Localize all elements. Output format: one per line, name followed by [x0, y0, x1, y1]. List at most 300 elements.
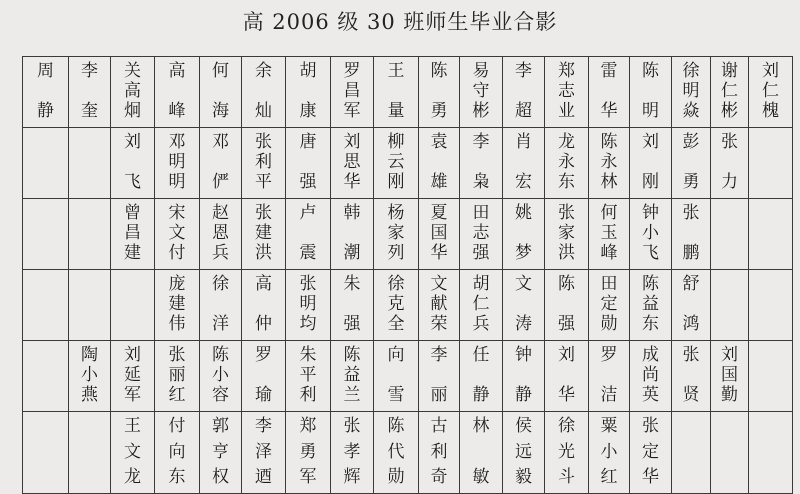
name-character: 代: [387, 441, 405, 462]
name-character: 利: [430, 441, 448, 462]
roster-cell: [545, 412, 589, 494]
student-name: [749, 128, 792, 198]
student-name: [672, 341, 710, 411]
roster-cell: [155, 412, 200, 494]
roster-cell: [460, 341, 503, 412]
student-name: [589, 128, 629, 198]
name-character: 光: [558, 441, 575, 462]
name-character: 献: [430, 294, 448, 314]
name-character: 张: [168, 345, 186, 365]
roster-cell: [503, 128, 545, 199]
name-character: 孝: [343, 441, 361, 462]
name-character: 华: [343, 172, 361, 192]
roster-cell: [672, 128, 711, 199]
student-name: [672, 57, 710, 127]
roster-cell: [749, 57, 793, 128]
name-character: 敏: [472, 467, 490, 487]
student-name: [286, 128, 330, 198]
name-character: 建: [168, 294, 186, 314]
name-character: 刚: [642, 172, 659, 192]
roster-cell: [711, 270, 749, 341]
name-character: 陈: [642, 61, 659, 81]
student-name: [419, 270, 459, 340]
roster-cell: [374, 128, 419, 199]
name-character: 彬: [721, 101, 738, 121]
student-name: [630, 412, 671, 493]
name-character: 向: [168, 441, 186, 462]
student-name: [111, 128, 154, 198]
name-character: 刘: [721, 345, 738, 365]
student-name: [711, 341, 748, 411]
name-character: 军: [299, 467, 317, 487]
name-character: 袁: [430, 132, 448, 152]
name-character: 古: [430, 416, 448, 436]
name-character: 贤: [682, 385, 700, 405]
roster-cell: [672, 199, 711, 270]
roster-cell: [374, 412, 419, 494]
student-name: [155, 128, 199, 198]
roster-cell: [460, 57, 503, 128]
name-character: 徐: [212, 274, 229, 294]
name-character: 东: [642, 314, 659, 334]
roster-row: [23, 270, 793, 341]
roster-cell: [331, 128, 374, 199]
name-character: 军: [343, 101, 361, 121]
student-name: [200, 412, 241, 493]
name-character: 郑: [299, 416, 317, 436]
student-name: [374, 199, 418, 269]
roster-cell: [200, 270, 242, 341]
name-character: 焱: [682, 101, 700, 121]
name-character: 远: [515, 441, 532, 462]
name-character: 华: [430, 243, 448, 263]
roster-cell: [419, 57, 460, 128]
name-character: 震: [299, 243, 317, 263]
roster-cell: [419, 341, 460, 412]
name-character: 静: [37, 101, 54, 121]
name-character: 张: [558, 203, 575, 223]
name-character: 小: [642, 223, 659, 243]
name-character: 泽: [255, 441, 272, 462]
name-character: 刘: [762, 61, 779, 81]
student-name: [111, 341, 154, 411]
name-character: 刘: [124, 132, 141, 152]
student-name: [503, 128, 544, 198]
name-character: 周: [37, 61, 54, 81]
roster-cell: [503, 199, 545, 270]
roster-cell: [374, 199, 419, 270]
student-name: [503, 270, 544, 340]
roster-cell: [155, 57, 200, 128]
roster-cell: [749, 270, 793, 341]
roster-cell: [545, 128, 589, 199]
name-character: 柳: [387, 132, 405, 152]
student-name: [374, 270, 418, 340]
student-name: [545, 270, 588, 340]
name-character: 明: [642, 101, 659, 121]
student-name: [460, 341, 502, 411]
roster-cell: [69, 128, 111, 199]
name-character: 潮: [343, 243, 361, 263]
name-character: 飞: [124, 172, 141, 192]
roster-cell: [545, 199, 589, 270]
roster-cell: [111, 270, 155, 341]
student-name: [460, 270, 502, 340]
roster-cell: [200, 341, 242, 412]
name-character: 雷: [600, 61, 618, 81]
name-character: 利: [299, 385, 317, 405]
student-name: [111, 412, 154, 493]
roster-cell: [286, 270, 331, 341]
name-character: 宏: [515, 172, 532, 192]
name-character: 姚: [515, 203, 532, 223]
name-character: 平: [255, 172, 272, 192]
roster-cell: [242, 412, 286, 494]
name-character: 仁: [721, 81, 738, 101]
student-name: [545, 128, 588, 198]
roster-cell: [200, 128, 242, 199]
name-character: 钟: [642, 203, 659, 223]
roster-cell: [374, 57, 419, 128]
name-character: 朱: [299, 345, 317, 365]
student-name: [155, 57, 199, 127]
name-character: 文: [515, 274, 532, 294]
name-character: 陈: [558, 274, 575, 294]
name-character: 守: [472, 81, 490, 101]
name-character: 亨: [212, 441, 229, 462]
roster-cell: [503, 341, 545, 412]
student-name: [589, 412, 629, 493]
name-character: 宋: [168, 203, 186, 223]
name-character: 强: [343, 314, 361, 334]
roster-cell: [589, 341, 630, 412]
roster-cell: [589, 270, 630, 341]
name-character: 军: [124, 385, 141, 405]
roster-cell: [630, 128, 672, 199]
name-character: 龙: [124, 467, 141, 487]
roster-cell: [460, 412, 503, 494]
roster-cell: [286, 199, 331, 270]
name-character: 关: [124, 61, 141, 81]
name-character: 业: [558, 101, 575, 121]
roster-cell: [749, 199, 793, 270]
name-character: 小: [212, 365, 229, 385]
name-character: 洁: [600, 385, 618, 405]
student-name: [286, 199, 330, 269]
roster-cell: [630, 412, 672, 494]
name-character: 仲: [255, 314, 272, 334]
student-name: [460, 57, 502, 127]
page-title: 高 2006 级 30 班师生毕业合影: [242, 10, 558, 34]
name-character: 杨: [387, 203, 405, 223]
name-character: 李: [430, 345, 448, 365]
roster-cell: [200, 412, 242, 494]
roster-cell: [242, 128, 286, 199]
name-character: 陈: [343, 345, 361, 365]
name-character: 明: [168, 152, 186, 172]
student-name: [155, 270, 199, 340]
student-name: [545, 199, 588, 269]
roster-cell: [111, 199, 155, 270]
roster-cell: [374, 270, 419, 341]
name-character: 陈: [212, 345, 229, 365]
name-character: 张: [299, 274, 317, 294]
student-name: [242, 412, 285, 493]
student-name: [69, 341, 110, 411]
name-character: 灿: [255, 101, 272, 121]
roster-cell: [630, 341, 672, 412]
name-character: 张: [255, 203, 272, 223]
name-character: 张: [642, 416, 659, 436]
student-name: [111, 199, 154, 269]
roster-row: [23, 341, 793, 412]
student-name: [23, 341, 68, 411]
student-name: [286, 57, 330, 127]
name-character: 国: [430, 223, 448, 243]
name-character: 梦: [515, 243, 532, 263]
student-name: [419, 57, 459, 127]
name-character: 飞: [642, 243, 659, 263]
roster-cell: [419, 128, 460, 199]
name-character: 志: [558, 81, 575, 101]
student-name: [23, 57, 68, 127]
name-character: 高: [255, 274, 272, 294]
roster-cell: [419, 270, 460, 341]
student-name: [242, 199, 285, 269]
student-name: [749, 270, 792, 340]
roster-cell: [711, 412, 749, 494]
name-character: 彭: [682, 132, 700, 152]
name-character: 定: [642, 441, 659, 462]
name-character: 洋: [212, 314, 229, 334]
name-character: 陈: [600, 132, 618, 152]
name-character: 李: [255, 416, 272, 436]
student-name: [419, 199, 459, 269]
roster-row: [23, 57, 793, 128]
roster-cell: [419, 412, 460, 494]
name-character: 康: [299, 101, 317, 121]
roster-cell: [331, 57, 374, 128]
roster-cell: [69, 57, 111, 128]
name-character: 鸿: [682, 314, 700, 334]
student-name: [589, 57, 629, 127]
name-character: 峰: [600, 243, 618, 263]
name-character: 明: [682, 81, 700, 101]
roster-cell: [672, 341, 711, 412]
name-character: 奎: [81, 101, 98, 121]
student-name: [69, 412, 110, 493]
roster-cell: [749, 412, 793, 494]
student-name: [630, 341, 671, 411]
roster-cell: [111, 57, 155, 128]
roster-cell: [672, 57, 711, 128]
name-character: 唐: [299, 132, 317, 152]
name-character: 静: [515, 385, 532, 405]
name-character: 强: [299, 172, 317, 192]
name-character: 列: [387, 243, 405, 263]
student-name: [749, 199, 792, 269]
name-character: 刘: [558, 345, 575, 365]
name-character: 文: [168, 223, 186, 243]
name-character: 兵: [472, 314, 490, 334]
name-character: 全: [387, 314, 405, 334]
name-character: 涛: [515, 314, 532, 334]
student-name: [545, 57, 588, 127]
student-name: [672, 199, 710, 269]
roster-cell: [200, 199, 242, 270]
student-name: [286, 270, 330, 340]
roster-cell: [545, 341, 589, 412]
name-character: 舒: [682, 274, 700, 294]
name-character: 陶: [81, 345, 98, 365]
name-character: 彬: [472, 101, 490, 121]
roster-cell: [331, 199, 374, 270]
roster-cell: [69, 341, 111, 412]
name-character: 明: [168, 172, 186, 192]
student-name: [711, 199, 748, 269]
student-name: [749, 412, 792, 493]
roster-cell: [111, 341, 155, 412]
name-character: 兰: [343, 385, 361, 405]
roster-cell: [69, 270, 111, 341]
roster-cell: [503, 57, 545, 128]
name-character: 郑: [558, 61, 575, 81]
name-character: 国: [721, 365, 738, 385]
student-name: [711, 412, 748, 493]
roster-cell: [460, 270, 503, 341]
student-name: [503, 57, 544, 127]
roster-cell: [155, 199, 200, 270]
roster-cell: [503, 412, 545, 494]
name-character: 奇: [430, 467, 448, 487]
student-name: [331, 341, 373, 411]
name-character: 克: [387, 294, 405, 314]
name-character: 钟: [515, 345, 532, 365]
name-character: 枭: [472, 172, 490, 192]
roster-cell: [589, 199, 630, 270]
name-character: 刘: [343, 132, 361, 152]
roster-cell: [589, 412, 630, 494]
student-name: [630, 57, 671, 127]
roster-cell: [749, 128, 793, 199]
name-character: 侯: [515, 416, 532, 436]
name-character: 任: [472, 345, 490, 365]
roster-cell: [460, 199, 503, 270]
name-character: 仁: [762, 81, 779, 101]
name-character: 炯: [124, 101, 141, 121]
student-name: [200, 199, 241, 269]
name-character: 丽: [168, 365, 186, 385]
name-character: 罗: [600, 345, 618, 365]
student-name: [200, 270, 241, 340]
name-character: 超: [515, 101, 532, 121]
student-name: [419, 341, 459, 411]
name-character: 红: [168, 385, 186, 405]
name-character: 永: [558, 152, 575, 172]
roster-cell: [23, 199, 69, 270]
roster-cell: [69, 199, 111, 270]
name-character: 徐: [682, 61, 700, 81]
name-character: 华: [642, 467, 659, 487]
student-name: [331, 412, 373, 493]
name-character: 罗: [343, 61, 361, 81]
student-name: [419, 412, 459, 493]
roster-cell: [155, 128, 200, 199]
roster-cell: [23, 57, 69, 128]
name-character: 李: [472, 132, 490, 152]
name-character: 王: [387, 61, 405, 81]
name-character: 丽: [430, 385, 448, 405]
name-character: 强: [472, 243, 490, 263]
name-character: 韩: [343, 203, 361, 223]
student-name: [111, 57, 154, 127]
student-name: [155, 199, 199, 269]
student-name: [242, 57, 285, 127]
name-character: 粟: [600, 416, 618, 436]
name-character: 鹏: [682, 243, 700, 263]
name-character: 王: [124, 416, 141, 436]
roster-cell: [23, 270, 69, 341]
roster-cell: [242, 199, 286, 270]
name-character: 益: [343, 365, 361, 385]
roster-cell: [374, 341, 419, 412]
student-name: [23, 270, 68, 340]
name-character: 邓: [212, 132, 229, 152]
name-character: 延: [124, 365, 141, 385]
student-name: [503, 341, 544, 411]
student-name: [630, 128, 671, 198]
student-name: [545, 412, 588, 493]
roster-cell: [749, 341, 793, 412]
name-character: 云: [387, 152, 405, 172]
name-character: 华: [558, 385, 575, 405]
roster-cell: [630, 270, 672, 341]
student-name: [23, 199, 68, 269]
roster-row: [23, 128, 793, 199]
roster-cell: [503, 270, 545, 341]
name-character: 高: [168, 61, 186, 81]
name-character: 明: [299, 294, 317, 314]
roster-cell: [331, 270, 374, 341]
name-character: 郭: [212, 416, 229, 436]
roster-cell: [111, 412, 155, 494]
name-character: 罗: [255, 345, 272, 365]
student-name: [460, 199, 502, 269]
name-character: 肖: [515, 132, 532, 152]
student-name: [374, 412, 418, 493]
roster-cell: [545, 57, 589, 128]
name-character: 何: [600, 203, 618, 223]
name-character: 建: [255, 223, 272, 243]
roster-cell: [23, 412, 69, 494]
name-character: 峰: [168, 101, 186, 121]
roster-cell: [589, 128, 630, 199]
name-character: 勤: [721, 385, 738, 405]
name-character: 力: [721, 172, 738, 192]
name-character: 红: [600, 467, 618, 487]
student-name: [331, 57, 373, 127]
roster-cell: [711, 199, 749, 270]
roster-cell: [589, 57, 630, 128]
name-character: 刚: [387, 172, 405, 192]
name-character: 张: [255, 132, 272, 152]
name-character: 刘: [642, 132, 659, 152]
roster-cell: [155, 341, 200, 412]
student-name: [69, 270, 110, 340]
roster-cell: [286, 57, 331, 128]
name-character: 高: [124, 81, 141, 101]
name-character: 量: [387, 101, 405, 121]
